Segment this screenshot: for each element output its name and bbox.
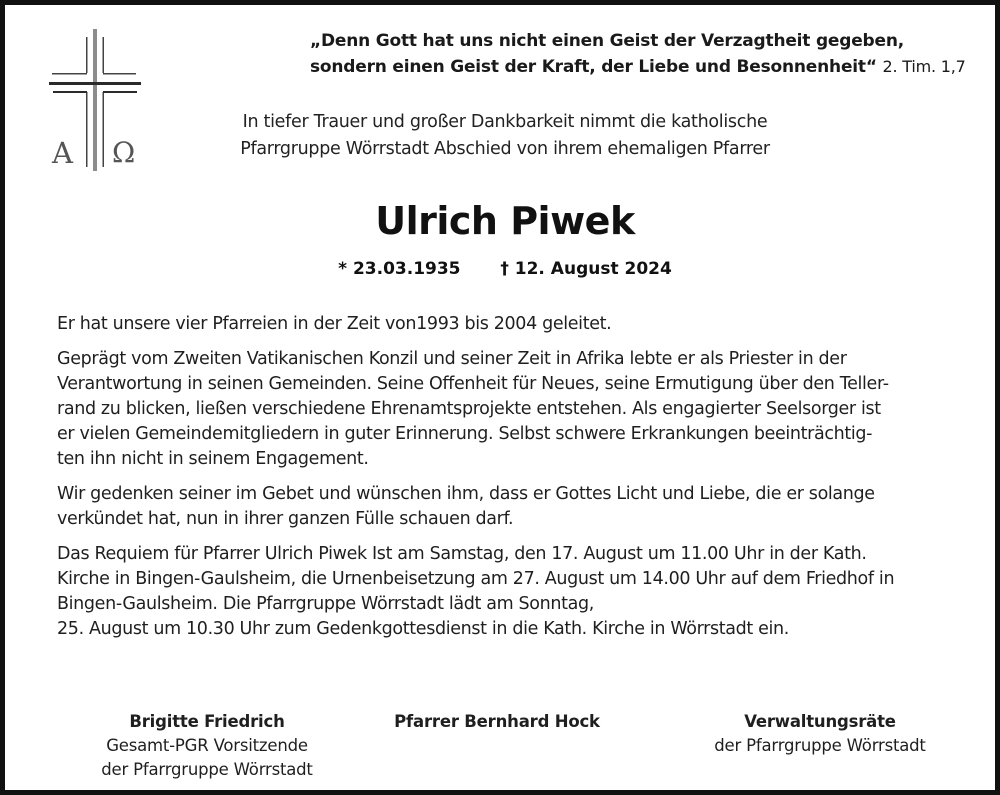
- birth-date: * 23.03.1935: [338, 259, 461, 279]
- signature-name: Pfarrer Bernhard Hock: [394, 712, 600, 731]
- text-line: Geprägt vom Zweiten Vatikanischen Konzil und seiner Zeit in Afrika lebte er als Priester in der: [57, 349, 847, 369]
- text-line: rand zu blicken, ließen verschiedene Ehrenamtsprojekte entstehen. Als engagierter Seelsorger ist: [57, 399, 881, 419]
- bible-quote: [310, 29, 970, 80]
- text-line: Kirche in Bingen-Gaulsheim, die Urnenbeisetzung am 27. August um 14.00 Uhr auf dem Friedhof in: [57, 569, 895, 589]
- quote-reference: 2. Tim. 1,7: [882, 57, 966, 76]
- paragraph-tenure: [57, 312, 962, 337]
- quote-line-1: „Denn Gott hat uns nicht einen Geist der Verzagtheit gegeben,: [310, 31, 905, 51]
- text-line: Verantwortung in seinen Gemeinden. Seine Offenheit für Neues, seine Ermutigung über den Teller-: [57, 374, 889, 394]
- text-line: Er hat unsere vier Pfarreien in der Zeit von1993 bis 2004 geleitet.: [57, 314, 612, 334]
- signature-administrative-councils: [670, 710, 970, 758]
- text-line: Das Requiem für Pfarrer Ulrich Piwek Ist am Samstag, den 17. August um 11.00 Uhr in der Kath.: [57, 544, 867, 564]
- intro-text: [175, 109, 835, 163]
- signature-organization: der Pfarrgruppe Wörrstadt: [714, 736, 926, 755]
- text-line: er vielen Gemeindemitgliedern in guter Erinnerung. Selbst schwere Erkrankungen beeinträchtig-: [57, 424, 873, 444]
- text-line: Wir gedenken seiner im Gebet und wünschen ihm, dass er Gottes Licht und Liebe, die er solange: [57, 484, 875, 504]
- death-date: † 12. August 2024: [500, 259, 672, 279]
- intro-line-2: Pfarrgruppe Wörrstadt Abschied von ihrem ehemaligen Pfarrer: [240, 139, 770, 159]
- obituary-body: [57, 312, 962, 652]
- alpha-letter: A: [52, 136, 73, 170]
- text-line: verkündet hat, nun in ihrer ganzen Fülle schauen darf.: [57, 509, 514, 529]
- signature-title: Gesamt-PGR Vorsitzende: [106, 736, 308, 755]
- deceased-name: Ulrich Piwek: [375, 199, 635, 243]
- text-line: Bingen-Gaulsheim. Die Pfarrgruppe Wörrstadt lädt am Sonntag,: [57, 594, 594, 614]
- paragraph-biography: [57, 347, 962, 472]
- paragraph-prayer: [57, 482, 962, 532]
- intro-line-1: In tiefer Trauer und großer Dankbarkeit nimmt die katholische: [242, 112, 768, 132]
- text-line: ten ihn nicht in seinem Engagement.: [57, 449, 369, 469]
- life-dates: [5, 257, 1000, 281]
- paragraph-services: [57, 542, 962, 642]
- omega-letter: Ω: [112, 136, 136, 169]
- quote-line-2: [310, 54, 970, 80]
- signature-organization: der Pfarrgruppe Wörrstadt: [101, 760, 313, 779]
- cross-alpha-omega-icon: [45, 25, 155, 175]
- signature-pgr-chair: [67, 710, 347, 782]
- signature-name: Brigitte Friedrich: [129, 712, 285, 731]
- signature-name: Verwaltungsräte: [744, 712, 896, 731]
- signature-pastor: [357, 710, 637, 734]
- quote-line-2-text: sondern einen Geist der Kraft, der Liebe und Besonnenheit“: [310, 57, 877, 77]
- text-line: 25. August um 10.30 Uhr zum Gedenkgottesdienst in die Kath. Kirche in Wörrstadt ein.: [57, 619, 790, 639]
